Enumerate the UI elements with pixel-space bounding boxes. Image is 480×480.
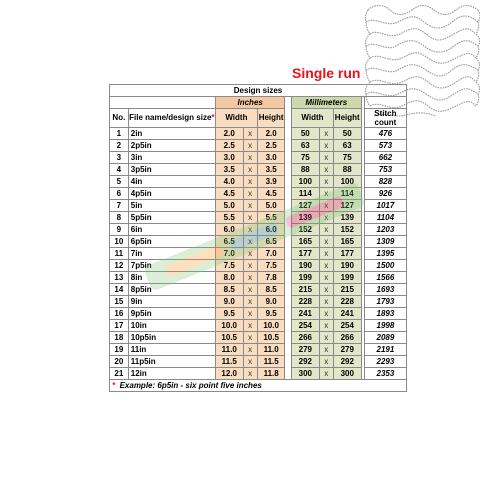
- row-stitch-count: 2191: [364, 344, 406, 356]
- row-inch-x: x: [243, 248, 257, 260]
- row-number: 9: [110, 224, 129, 236]
- row-stitch-count: 1893: [364, 308, 406, 320]
- row-inch-height: 7.0: [257, 248, 285, 260]
- table-row: [110, 212, 407, 224]
- row-mm-width: 127: [292, 200, 320, 212]
- row-mm-height: 292: [333, 356, 361, 368]
- row-mm-width: 279: [292, 344, 320, 356]
- row-inch-width: 3.5: [215, 164, 243, 176]
- row-file-name: 4p5in: [128, 188, 215, 200]
- row-inch-width: 5.5: [215, 212, 243, 224]
- row-inch-height: 7.8: [257, 272, 285, 284]
- row-inch-height: 7.5: [257, 260, 285, 272]
- row-inch-width: 4.0: [215, 176, 243, 188]
- row-mm-width: 254: [292, 320, 320, 332]
- row-inch-height: 2.5: [257, 140, 285, 152]
- row-mm-height: 100: [333, 176, 361, 188]
- header-spacer: [364, 97, 406, 109]
- row-mm-width: 88: [292, 164, 320, 176]
- row-stitch-count: 1793: [364, 296, 406, 308]
- row-file-name: 6in: [128, 224, 215, 236]
- col-file-header: [128, 109, 215, 128]
- row-inch-x: x: [243, 356, 257, 368]
- table-body: [110, 128, 407, 380]
- row-file-name: 12in: [128, 368, 215, 380]
- row-inch-height: 6.0: [257, 224, 285, 236]
- row-file-name: 2in: [128, 128, 215, 140]
- table-row: [110, 332, 407, 344]
- row-mm-x: x: [319, 296, 333, 308]
- row-inch-x: x: [243, 284, 257, 296]
- row-mm-height: 199: [333, 272, 361, 284]
- row-stitch-count: 1500: [364, 260, 406, 272]
- row-mm-x: x: [319, 140, 333, 152]
- row-inch-height: 3.5: [257, 164, 285, 176]
- row-mm-height: 114: [333, 188, 361, 200]
- row-inch-x: x: [243, 332, 257, 344]
- column-gap: [285, 212, 292, 224]
- row-inch-x: x: [243, 308, 257, 320]
- row-stitch-count: 1693: [364, 284, 406, 296]
- row-stitch-count: 476: [364, 128, 406, 140]
- row-inch-height: 4.5: [257, 188, 285, 200]
- inch-height-header: Height: [257, 109, 285, 128]
- table-row: [110, 224, 407, 236]
- column-gap: [285, 164, 292, 176]
- row-stitch-count: 573: [364, 140, 406, 152]
- column-gap: [285, 356, 292, 368]
- row-inch-width: 11.0: [215, 344, 243, 356]
- row-inch-x: x: [243, 128, 257, 140]
- row-inch-x: x: [243, 236, 257, 248]
- row-inch-height: 5.5: [257, 212, 285, 224]
- footnote: [110, 380, 407, 392]
- inches-group-header: Inches: [215, 97, 285, 109]
- table-row: [110, 296, 407, 308]
- row-inch-width: 9.0: [215, 296, 243, 308]
- row-inch-width: 7.5: [215, 260, 243, 272]
- row-number: 1: [110, 128, 129, 140]
- footnote-text: Example: 6p5in - six point five inches: [119, 380, 262, 390]
- row-mm-x: x: [319, 308, 333, 320]
- column-gap: [285, 236, 292, 248]
- column-gap: [285, 109, 292, 128]
- column-gap: [285, 97, 292, 109]
- row-number: 15: [110, 296, 129, 308]
- row-inch-x: x: [243, 152, 257, 164]
- row-inch-width: 8.0: [215, 272, 243, 284]
- row-stitch-count: 2353: [364, 368, 406, 380]
- row-mm-height: 127: [333, 200, 361, 212]
- row-mm-height: 241: [333, 308, 361, 320]
- table-row: [110, 368, 407, 380]
- row-mm-height: 279: [333, 344, 361, 356]
- row-mm-width: 100: [292, 176, 320, 188]
- row-inch-height: 11.5: [257, 356, 285, 368]
- row-number: 12: [110, 260, 129, 272]
- col-file-label: File name/design size: [129, 113, 212, 122]
- row-file-name: 8in: [128, 272, 215, 284]
- row-mm-x: x: [319, 356, 333, 368]
- row-mm-x: x: [319, 224, 333, 236]
- inch-width-header: Width: [215, 109, 257, 128]
- column-gap: [285, 140, 292, 152]
- row-stitch-count: 1309: [364, 236, 406, 248]
- row-mm-x: x: [319, 188, 333, 200]
- row-mm-height: 152: [333, 224, 361, 236]
- row-stitch-count: 1104: [364, 212, 406, 224]
- row-mm-x: x: [319, 344, 333, 356]
- row-mm-height: 88: [333, 164, 361, 176]
- row-file-name: 10p5in: [128, 332, 215, 344]
- row-inch-height: 2.0: [257, 128, 285, 140]
- row-mm-width: 228: [292, 296, 320, 308]
- row-mm-x: x: [319, 236, 333, 248]
- row-number: 10: [110, 236, 129, 248]
- row-mm-height: 63: [333, 140, 361, 152]
- table-row: [110, 356, 407, 368]
- table-row: [110, 320, 407, 332]
- row-mm-width: 199: [292, 272, 320, 284]
- column-gap: [285, 224, 292, 236]
- row-file-name: 9in: [128, 296, 215, 308]
- row-file-name: 2p5in: [128, 140, 215, 152]
- row-inch-x: x: [243, 224, 257, 236]
- column-gap: [285, 260, 292, 272]
- row-mm-height: 177: [333, 248, 361, 260]
- footnote-star: *: [112, 380, 116, 390]
- row-file-name: 7p5in: [128, 260, 215, 272]
- row-stitch-count: 1203: [364, 224, 406, 236]
- column-gap: [285, 272, 292, 284]
- row-inch-height: 10.0: [257, 320, 285, 332]
- row-file-name: 7in: [128, 248, 215, 260]
- row-inch-x: x: [243, 164, 257, 176]
- row-mm-x: x: [319, 176, 333, 188]
- row-mm-height: 75: [333, 152, 361, 164]
- row-number: 20: [110, 356, 129, 368]
- row-mm-width: 152: [292, 224, 320, 236]
- table-row: [110, 308, 407, 320]
- row-inch-height: 9.5: [257, 308, 285, 320]
- row-mm-height: 50: [333, 128, 361, 140]
- row-mm-height: 190: [333, 260, 361, 272]
- row-number: 17: [110, 320, 129, 332]
- row-mm-x: x: [319, 284, 333, 296]
- row-file-name: 4in: [128, 176, 215, 188]
- row-inch-width: 9.5: [215, 308, 243, 320]
- row-mm-x: x: [319, 272, 333, 284]
- row-number: 5: [110, 176, 129, 188]
- mm-height-header: Height: [333, 109, 361, 128]
- row-inch-x: x: [243, 368, 257, 380]
- column-gap: [285, 296, 292, 308]
- row-file-name: 3p5in: [128, 164, 215, 176]
- row-number: 4: [110, 164, 129, 176]
- table-row: [110, 200, 407, 212]
- row-inch-width: 8.5: [215, 284, 243, 296]
- row-file-name: 10in: [128, 320, 215, 332]
- row-mm-width: 63: [292, 140, 320, 152]
- row-mm-x: x: [319, 368, 333, 380]
- row-mm-height: 266: [333, 332, 361, 344]
- column-gap: [285, 320, 292, 332]
- header-spacer: [110, 97, 216, 109]
- row-mm-x: x: [319, 332, 333, 344]
- row-inch-height: 3.9: [257, 176, 285, 188]
- column-gap: [285, 176, 292, 188]
- row-mm-width: 241: [292, 308, 320, 320]
- row-stitch-count: 2089: [364, 332, 406, 344]
- row-mm-x: x: [319, 164, 333, 176]
- row-mm-height: 228: [333, 296, 361, 308]
- row-mm-width: 177: [292, 248, 320, 260]
- column-gap: [285, 248, 292, 260]
- column-gap: [285, 200, 292, 212]
- table-row: [110, 272, 407, 284]
- row-file-name: 5p5in: [128, 212, 215, 224]
- millimeters-group-header: Millimeters: [292, 97, 362, 109]
- row-stitch-count: 753: [364, 164, 406, 176]
- row-stitch-count: 828: [364, 176, 406, 188]
- row-inch-height: 6.5: [257, 236, 285, 248]
- row-number: 18: [110, 332, 129, 344]
- row-file-name: 3in: [128, 152, 215, 164]
- footnote-mark: *: [211, 113, 215, 122]
- table-row: [110, 140, 407, 152]
- row-inch-height: 8.5: [257, 284, 285, 296]
- row-mm-height: 165: [333, 236, 361, 248]
- row-inch-x: x: [243, 260, 257, 272]
- row-file-name: 6p5in: [128, 236, 215, 248]
- row-inch-width: 10.5: [215, 332, 243, 344]
- row-stitch-count: 926: [364, 188, 406, 200]
- table-title: Design sizes: [110, 85, 407, 97]
- table-row: [110, 188, 407, 200]
- row-inch-width: 2.5: [215, 140, 243, 152]
- row-mm-width: 190: [292, 260, 320, 272]
- row-inch-height: 3.0: [257, 152, 285, 164]
- row-inch-height: 5.0: [257, 200, 285, 212]
- row-mm-width: 75: [292, 152, 320, 164]
- row-mm-x: x: [319, 212, 333, 224]
- table-row: [110, 236, 407, 248]
- column-gap: [285, 332, 292, 344]
- table-row: [110, 128, 407, 140]
- row-mm-x: x: [319, 260, 333, 272]
- row-number: 16: [110, 308, 129, 320]
- row-file-name: 5in: [128, 200, 215, 212]
- row-inch-width: 5.0: [215, 200, 243, 212]
- row-mm-x: x: [319, 152, 333, 164]
- row-inch-x: x: [243, 200, 257, 212]
- row-mm-width: 139: [292, 212, 320, 224]
- row-mm-height: 139: [333, 212, 361, 224]
- column-gap: [285, 128, 292, 140]
- table-row: [110, 152, 407, 164]
- row-number: 21: [110, 368, 129, 380]
- row-inch-height: 11.8: [257, 368, 285, 380]
- row-inch-width: 7.0: [215, 248, 243, 260]
- design-sizes-table: [109, 84, 407, 392]
- row-stitch-count: 1998: [364, 320, 406, 332]
- row-number: 8: [110, 212, 129, 224]
- row-file-name: 9p5in: [128, 308, 215, 320]
- row-inch-height: 11.0: [257, 344, 285, 356]
- row-inch-height: 10.5: [257, 332, 285, 344]
- column-gap: [285, 344, 292, 356]
- row-number: 19: [110, 344, 129, 356]
- column-gap: [285, 308, 292, 320]
- run-type-title: Single run: [292, 65, 361, 81]
- row-inch-x: x: [243, 296, 257, 308]
- row-mm-height: 215: [333, 284, 361, 296]
- row-number: 6: [110, 188, 129, 200]
- row-inch-width: 6.5: [215, 236, 243, 248]
- table-row: [110, 248, 407, 260]
- table-row: [110, 164, 407, 176]
- row-inch-width: 2.0: [215, 128, 243, 140]
- table-row: [110, 260, 407, 272]
- row-inch-width: 10.0: [215, 320, 243, 332]
- row-mm-width: 300: [292, 368, 320, 380]
- row-number: 13: [110, 272, 129, 284]
- row-inch-x: x: [243, 272, 257, 284]
- row-number: 11: [110, 248, 129, 260]
- table-row: [110, 284, 407, 296]
- table-row: [110, 176, 407, 188]
- row-inch-x: x: [243, 140, 257, 152]
- row-inch-x: x: [243, 188, 257, 200]
- row-file-name: 8p5in: [128, 284, 215, 296]
- stitch-count-header: Stitch count: [364, 109, 406, 128]
- row-mm-x: x: [319, 248, 333, 260]
- row-mm-width: 50: [292, 128, 320, 140]
- column-gap: [285, 152, 292, 164]
- row-mm-height: 254: [333, 320, 361, 332]
- row-inch-width: 6.0: [215, 224, 243, 236]
- row-inch-width: 12.0: [215, 368, 243, 380]
- col-no-header: No.: [110, 109, 129, 128]
- row-mm-width: 114: [292, 188, 320, 200]
- column-gap: [285, 188, 292, 200]
- column-gap: [285, 284, 292, 296]
- table-row: [110, 344, 407, 356]
- row-mm-x: x: [319, 128, 333, 140]
- row-inch-x: x: [243, 176, 257, 188]
- row-number: 7: [110, 200, 129, 212]
- row-inch-x: x: [243, 320, 257, 332]
- row-stitch-count: 1566: [364, 272, 406, 284]
- row-mm-width: 292: [292, 356, 320, 368]
- row-inch-width: 3.0: [215, 152, 243, 164]
- row-number: 3: [110, 152, 129, 164]
- row-mm-width: 215: [292, 284, 320, 296]
- row-inch-x: x: [243, 344, 257, 356]
- row-file-name: 11in: [128, 344, 215, 356]
- row-file-name: 11p5in: [128, 356, 215, 368]
- mm-width-header: Width: [292, 109, 334, 128]
- row-stitch-count: 1395: [364, 248, 406, 260]
- row-mm-x: x: [319, 200, 333, 212]
- row-stitch-count: 662: [364, 152, 406, 164]
- row-inch-width: 4.5: [215, 188, 243, 200]
- row-stitch-count: 2293: [364, 356, 406, 368]
- column-gap: [285, 368, 292, 380]
- row-mm-width: 165: [292, 236, 320, 248]
- row-number: 14: [110, 284, 129, 296]
- row-mm-x: x: [319, 320, 333, 332]
- row-mm-width: 266: [292, 332, 320, 344]
- row-inch-x: x: [243, 212, 257, 224]
- row-inch-width: 11.5: [215, 356, 243, 368]
- row-mm-height: 300: [333, 368, 361, 380]
- row-inch-height: 9.0: [257, 296, 285, 308]
- row-stitch-count: 1017: [364, 200, 406, 212]
- row-number: 2: [110, 140, 129, 152]
